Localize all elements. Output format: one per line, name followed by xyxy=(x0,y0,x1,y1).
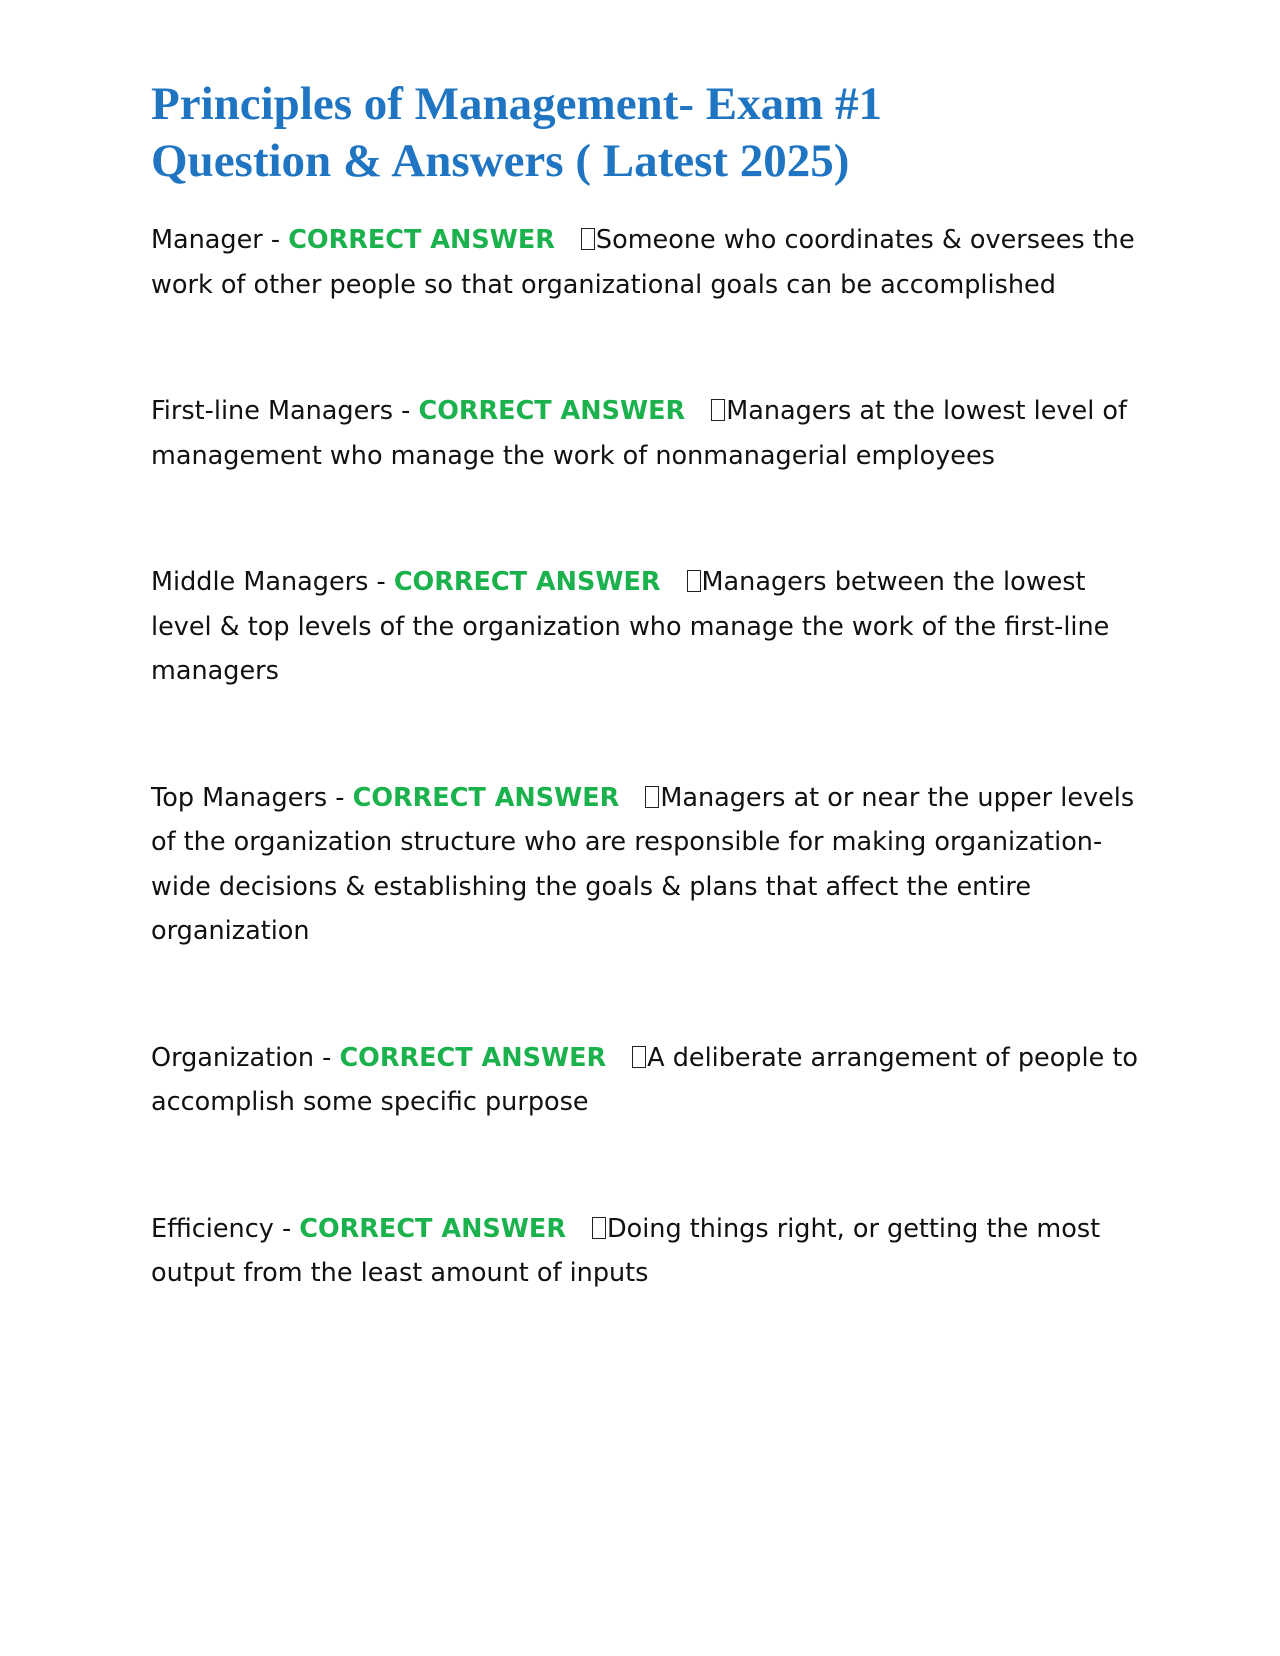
qa-separator: - xyxy=(262,225,289,255)
correct-answer-label: CORRECT ANSWER xyxy=(393,567,661,597)
qa-term: Manager xyxy=(151,225,263,255)
qa-item-efficiency xyxy=(151,1207,1141,1296)
qa-item-first-line-managers xyxy=(151,389,1141,478)
qa-definition: A deliberate arrangement of people to accomplish some specific purpose xyxy=(151,1042,1138,1117)
document-title xyxy=(151,76,1141,190)
missing-glyph-icon xyxy=(687,570,701,592)
qa-term: Middle Managers xyxy=(151,567,369,597)
qa-separator: - xyxy=(393,396,419,426)
qa-separator: - xyxy=(327,782,353,813)
missing-glyph-icon xyxy=(645,786,659,808)
document-title-line-2: Question & Answers ( Latest 2025) xyxy=(151,135,850,187)
qa-definition: Managers at the lowest level of management who manage the work of nonmanagerial employees xyxy=(151,396,1127,471)
qa-definition: Someone who coordinates & oversees the work of other people so that organizational goals can be accomplished xyxy=(151,225,1135,300)
document-content xyxy=(151,76,1141,1296)
qa-separator: - xyxy=(368,567,394,597)
qa-definition: Managers at or near the upper levels of the organization structure who are responsible for making organization-wide decisions & establishing the goals & plans that affect the entire organization xyxy=(151,782,1135,946)
missing-glyph-icon xyxy=(581,228,595,250)
correct-answer-label: CORRECT ANSWER xyxy=(299,1213,566,1244)
qa-term: First-line Managers xyxy=(151,396,394,426)
correct-answer-label: CORRECT ANSWER xyxy=(339,1042,607,1073)
qa-term: Efficiency xyxy=(151,1213,274,1244)
missing-glyph-icon xyxy=(632,1046,646,1068)
qa-item-organization xyxy=(151,1036,1141,1125)
document-title-line-1: Principles of Management- Exam #1 xyxy=(151,78,883,130)
qa-term: Top Managers xyxy=(151,782,328,813)
qa-separator: - xyxy=(273,1213,300,1244)
correct-answer-label: CORRECT ANSWER xyxy=(288,225,555,255)
correct-answer-label: CORRECT ANSWER xyxy=(418,396,686,426)
qa-term: Organization xyxy=(151,1042,315,1073)
qa-item-middle-managers xyxy=(151,560,1141,694)
correct-answer-label: CORRECT ANSWER xyxy=(352,782,620,813)
qa-definition: Managers between the lowest level & top levels of the organization who manage the work of the first-line managers xyxy=(151,567,1110,686)
qa-item-manager xyxy=(151,218,1141,307)
qa-separator: - xyxy=(314,1042,340,1073)
qa-definition: Doing things right, or getting the most output from the least amount of inputs xyxy=(151,1213,1101,1288)
missing-glyph-icon xyxy=(711,399,725,421)
qa-item-top-managers xyxy=(151,776,1141,954)
qa-list xyxy=(151,218,1141,1296)
missing-glyph-icon xyxy=(592,1217,606,1239)
